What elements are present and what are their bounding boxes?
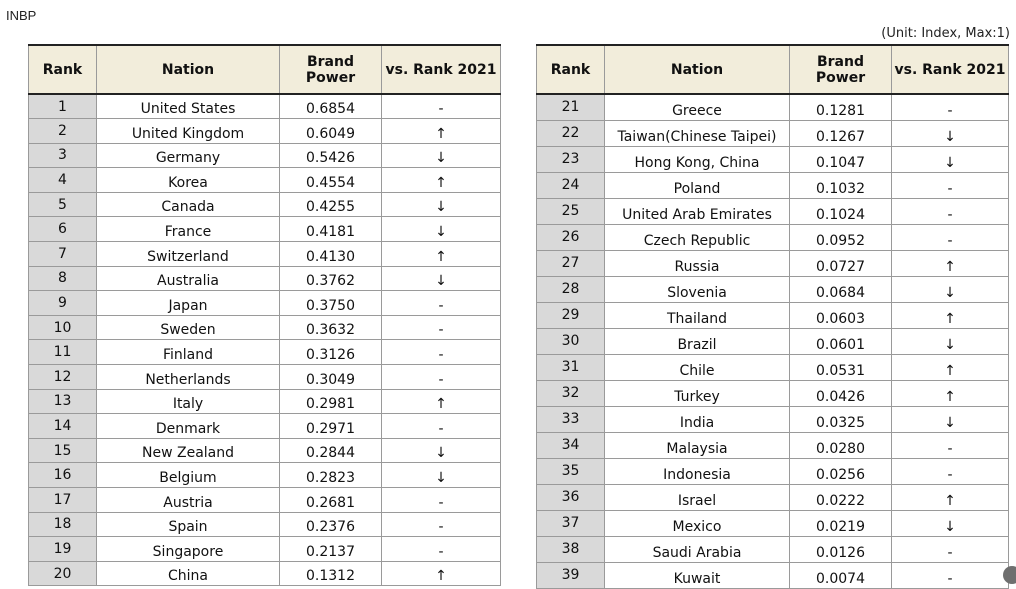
rank-cell: 9	[29, 291, 97, 316]
rank-change-cell: -	[892, 432, 1009, 458]
nation-cell: Germany	[97, 143, 280, 168]
rank-change-cell: -	[382, 537, 501, 562]
nation-cell: Canada	[97, 192, 280, 217]
table-header-row	[29, 45, 501, 94]
rank-cell: 13	[29, 389, 97, 414]
header-vs-rank-2021: vs. Rank 2021	[892, 45, 1009, 94]
brand-power-cell: 0.2376	[280, 512, 382, 537]
table-row	[29, 561, 501, 586]
rank-cell: 5	[29, 192, 97, 217]
brand-power-cell: 0.4554	[280, 168, 382, 193]
rank-cell: 22	[537, 120, 605, 146]
rank-change-cell: -	[892, 224, 1009, 250]
brand-power-cell: 0.2823	[280, 463, 382, 488]
rank-cell: 20	[29, 561, 97, 586]
rank-change-cell: -	[892, 94, 1009, 120]
table-row	[537, 536, 1009, 562]
table-row	[29, 389, 501, 414]
nation-cell: Mexico	[605, 510, 790, 536]
rank-cell: 30	[537, 328, 605, 354]
rank-cell: 10	[29, 315, 97, 340]
rank-cell: 26	[537, 224, 605, 250]
brand-power-cell: 0.0256	[790, 458, 892, 484]
rank-cell: 28	[537, 276, 605, 302]
rank-change-cell: -	[892, 198, 1009, 224]
brand-power-cell: 0.3049	[280, 365, 382, 390]
table-row	[537, 354, 1009, 380]
brand-power-cell: 0.3632	[280, 315, 382, 340]
brand-power-cell: 0.0601	[790, 328, 892, 354]
brand-label: INBP	[6, 8, 37, 23]
table-row	[29, 192, 501, 217]
brand-power-cell: 0.0074	[790, 562, 892, 588]
table-row	[29, 414, 501, 439]
rank-change-cell: ↑	[892, 302, 1009, 328]
nation-cell: Finland	[97, 340, 280, 365]
brand-power-cell: 0.4181	[280, 217, 382, 242]
nation-cell: France	[97, 217, 280, 242]
nation-cell: New Zealand	[97, 438, 280, 463]
ranking-table-left	[28, 44, 501, 586]
table-row	[29, 94, 501, 119]
unit-note: (Unit: Index, Max:1)	[881, 26, 1010, 41]
rank-cell: 14	[29, 414, 97, 439]
table-row	[537, 562, 1009, 588]
rank-cell: 33	[537, 406, 605, 432]
rank-change-cell: -	[892, 458, 1009, 484]
rank-change-cell: ↓	[382, 217, 501, 242]
brand-power-cell: 0.0219	[790, 510, 892, 536]
nation-cell: Thailand	[605, 302, 790, 328]
table-row	[537, 432, 1009, 458]
brand-power-cell: 0.2971	[280, 414, 382, 439]
table-header-row	[537, 45, 1009, 94]
brand-power-cell: 0.0426	[790, 380, 892, 406]
table-row	[29, 291, 501, 316]
brand-power-cell: 0.4255	[280, 192, 382, 217]
nation-cell: Denmark	[97, 414, 280, 439]
rank-change-cell: -	[892, 172, 1009, 198]
nation-cell: Sweden	[97, 315, 280, 340]
nation-cell: Italy	[97, 389, 280, 414]
brand-power-cell: 0.2137	[280, 537, 382, 562]
table-row	[29, 488, 501, 513]
rank-cell: 7	[29, 242, 97, 267]
rank-cell: 8	[29, 266, 97, 291]
nation-cell: Saudi Arabia	[605, 536, 790, 562]
rank-cell: 19	[29, 537, 97, 562]
brand-power-cell: 0.6854	[280, 94, 382, 119]
rank-change-cell: ↑	[382, 242, 501, 267]
rank-change-cell: ↓	[382, 438, 501, 463]
brand-power-cell: 0.1047	[790, 146, 892, 172]
header-brand-power: Brand Power	[280, 45, 382, 94]
rank-cell: 38	[537, 536, 605, 562]
table-row	[29, 217, 501, 242]
brand-power-cell: 0.0126	[790, 536, 892, 562]
nation-cell: Turkey	[605, 380, 790, 406]
rank-change-cell: ↓	[382, 266, 501, 291]
table-row	[29, 266, 501, 291]
nation-cell: Chile	[605, 354, 790, 380]
scroll-indicator[interactable]	[1003, 566, 1016, 584]
rank-change-cell: ↓	[892, 146, 1009, 172]
nation-cell: United Arab Emirates	[605, 198, 790, 224]
brand-power-cell: 0.4130	[280, 242, 382, 267]
table-row	[537, 276, 1009, 302]
ranking-table-right	[536, 44, 1009, 589]
rank-change-cell: ↓	[382, 463, 501, 488]
table-row	[537, 510, 1009, 536]
rank-change-cell: ↓	[382, 192, 501, 217]
rank-change-cell: -	[382, 340, 501, 365]
nation-cell: Australia	[97, 266, 280, 291]
brand-power-cell: 0.1281	[790, 94, 892, 120]
table-row	[537, 380, 1009, 406]
rank-cell: 2	[29, 119, 97, 144]
brand-power-cell: 0.0222	[790, 484, 892, 510]
rank-cell: 25	[537, 198, 605, 224]
brand-power-cell: 0.3126	[280, 340, 382, 365]
nation-cell: United States	[97, 94, 280, 119]
nation-cell: United Kingdom	[97, 119, 280, 144]
rank-cell: 3	[29, 143, 97, 168]
rank-change-cell: ↓	[892, 510, 1009, 536]
table-row	[29, 315, 501, 340]
brand-power-cell: 0.1032	[790, 172, 892, 198]
nation-cell: Japan	[97, 291, 280, 316]
table-row	[29, 512, 501, 537]
rank-change-cell: ↑	[382, 168, 501, 193]
nation-cell: Poland	[605, 172, 790, 198]
table-row	[29, 365, 501, 390]
rank-change-cell: -	[382, 365, 501, 390]
rank-change-cell: ↑	[382, 389, 501, 414]
rank-cell: 4	[29, 168, 97, 193]
nation-cell: China	[97, 561, 280, 586]
table-row	[29, 119, 501, 144]
rank-change-cell: ↓	[382, 143, 501, 168]
table-row	[537, 146, 1009, 172]
nation-cell: Belgium	[97, 463, 280, 488]
rank-cell: 24	[537, 172, 605, 198]
header-nation: Nation	[97, 45, 280, 94]
rank-cell: 32	[537, 380, 605, 406]
rank-cell: 1	[29, 94, 97, 119]
rank-cell: 17	[29, 488, 97, 513]
rank-change-cell: -	[892, 562, 1009, 588]
rank-change-cell: -	[382, 94, 501, 119]
rank-change-cell: ↑	[892, 484, 1009, 510]
brand-power-cell: 0.0603	[790, 302, 892, 328]
brand-power-cell: 0.2681	[280, 488, 382, 513]
nation-cell: Brazil	[605, 328, 790, 354]
rank-cell: 11	[29, 340, 97, 365]
table-row	[537, 302, 1009, 328]
header-nation: Nation	[605, 45, 790, 94]
table-row	[537, 172, 1009, 198]
table-row	[29, 463, 501, 488]
table-row	[537, 198, 1009, 224]
nation-cell: Malaysia	[605, 432, 790, 458]
rank-change-cell: ↓	[892, 328, 1009, 354]
rank-cell: 16	[29, 463, 97, 488]
table-row	[537, 406, 1009, 432]
brand-power-cell: 0.5426	[280, 143, 382, 168]
table-row	[29, 242, 501, 267]
rank-cell: 36	[537, 484, 605, 510]
table-row	[537, 458, 1009, 484]
header-rank: Rank	[29, 45, 97, 94]
table-row	[537, 328, 1009, 354]
rank-change-cell: -	[382, 315, 501, 340]
nation-cell: Czech Republic	[605, 224, 790, 250]
rank-cell: 39	[537, 562, 605, 588]
rank-change-cell: -	[382, 488, 501, 513]
nation-cell: Slovenia	[605, 276, 790, 302]
table-row	[29, 438, 501, 463]
rank-change-cell: ↑	[382, 119, 501, 144]
brand-power-cell: 0.1024	[790, 198, 892, 224]
header-brand-power: Brand Power	[790, 45, 892, 94]
brand-power-cell: 0.1312	[280, 561, 382, 586]
rank-change-cell: ↑	[892, 380, 1009, 406]
brand-power-cell: 0.3762	[280, 266, 382, 291]
brand-power-cell: 0.1267	[790, 120, 892, 146]
nation-cell: Netherlands	[97, 365, 280, 390]
rank-cell: 6	[29, 217, 97, 242]
table-row	[537, 250, 1009, 276]
table-row	[29, 143, 501, 168]
brand-power-cell: 0.0531	[790, 354, 892, 380]
rank-cell: 18	[29, 512, 97, 537]
nation-cell: Israel	[605, 484, 790, 510]
rank-change-cell: -	[892, 536, 1009, 562]
rank-cell: 27	[537, 250, 605, 276]
rank-change-cell: ↑	[892, 354, 1009, 380]
brand-power-cell: 0.3750	[280, 291, 382, 316]
nation-cell: Austria	[97, 488, 280, 513]
rank-change-cell: ↑	[892, 250, 1009, 276]
brand-power-cell: 0.6049	[280, 119, 382, 144]
table-row	[29, 340, 501, 365]
nation-cell: Kuwait	[605, 562, 790, 588]
table-row	[537, 484, 1009, 510]
table-row	[537, 94, 1009, 120]
brand-power-cell: 0.0952	[790, 224, 892, 250]
nation-cell: Korea	[97, 168, 280, 193]
rank-change-cell: ↓	[892, 276, 1009, 302]
nation-cell: Singapore	[97, 537, 280, 562]
brand-power-cell: 0.0325	[790, 406, 892, 432]
rank-change-cell: -	[382, 414, 501, 439]
rank-cell: 34	[537, 432, 605, 458]
rank-cell: 31	[537, 354, 605, 380]
table-row	[537, 224, 1009, 250]
nation-cell: Hong Kong, China	[605, 146, 790, 172]
nation-cell: Spain	[97, 512, 280, 537]
rank-change-cell: ↑	[382, 561, 501, 586]
brand-power-cell: 0.2981	[280, 389, 382, 414]
brand-power-cell: 0.0684	[790, 276, 892, 302]
rank-cell: 12	[29, 365, 97, 390]
nation-cell: Greece	[605, 94, 790, 120]
nation-cell: Russia	[605, 250, 790, 276]
rank-change-cell: ↓	[892, 406, 1009, 432]
nation-cell: Indonesia	[605, 458, 790, 484]
brand-power-cell: 0.0280	[790, 432, 892, 458]
brand-power-cell: 0.2844	[280, 438, 382, 463]
rank-cell: 23	[537, 146, 605, 172]
rank-change-cell: -	[382, 291, 501, 316]
header-vs-rank-2021: vs. Rank 2021	[382, 45, 501, 94]
rank-cell: 35	[537, 458, 605, 484]
nation-cell: India	[605, 406, 790, 432]
rank-change-cell: ↓	[892, 120, 1009, 146]
table-row	[537, 120, 1009, 146]
nation-cell: Switzerland	[97, 242, 280, 267]
rank-cell: 29	[537, 302, 605, 328]
rank-cell: 15	[29, 438, 97, 463]
rank-cell: 21	[537, 94, 605, 120]
rank-cell: 37	[537, 510, 605, 536]
rank-change-cell: -	[382, 512, 501, 537]
table-row	[29, 537, 501, 562]
header-rank: Rank	[537, 45, 605, 94]
brand-power-cell: 0.0727	[790, 250, 892, 276]
table-row	[29, 168, 501, 193]
nation-cell: Taiwan(Chinese Taipei)	[605, 120, 790, 146]
